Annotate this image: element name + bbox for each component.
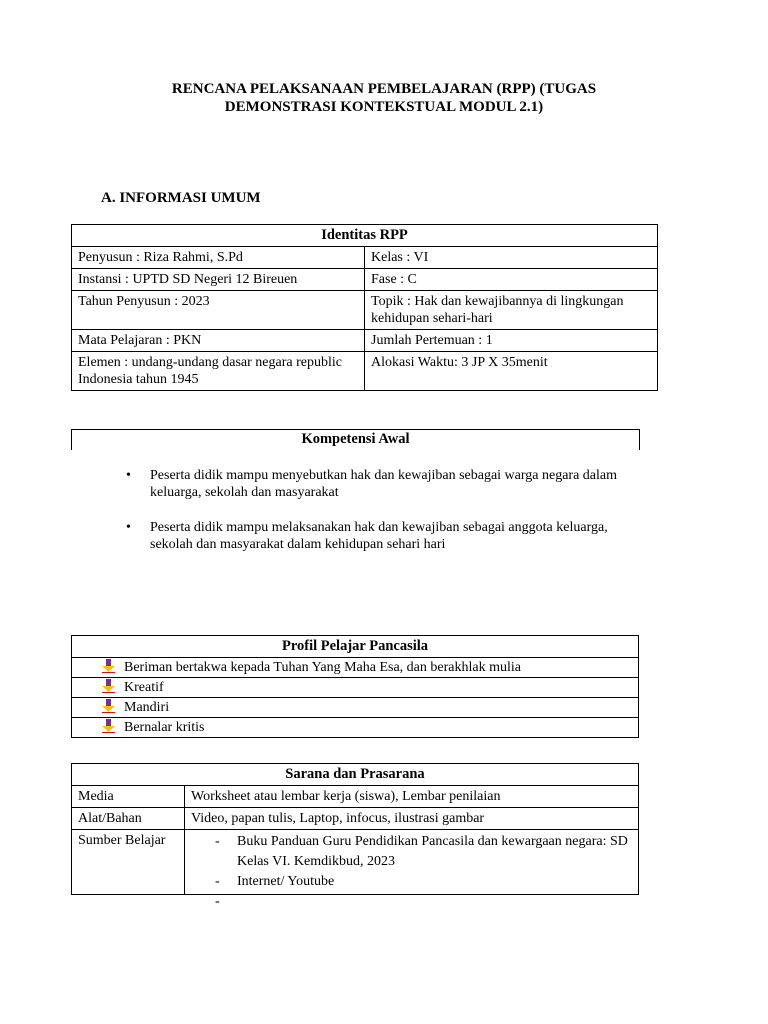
table-row (72, 698, 639, 718)
dash-marker: - (215, 834, 220, 849)
sumber-list (191, 832, 632, 909)
list-item (191, 872, 632, 892)
sumber-label: Sumber Belajar (72, 830, 185, 895)
profil-table (71, 635, 639, 738)
table-row (72, 808, 639, 830)
elemen-cell: Elemen : undang-undang dasar negara republic Indonesia tahun 1945 (72, 352, 365, 391)
arrow-bullet-icon (102, 679, 116, 693)
profil-item-label: Beriman bertakwa kepada Tuhan Yang Maha Esa, dan berakhlak mulia (124, 660, 521, 675)
alat-value: Video, papan tulis, Laptop, infocus, ilustrasi gambar (185, 808, 639, 830)
bullet-icon: • (126, 468, 131, 483)
list-item (191, 832, 632, 872)
profil-item-label: Mandiri (124, 700, 170, 715)
arrow-bullet-icon (102, 659, 116, 673)
kompetensi-item-text: Peserta didik mampu menyebutkan hak dan kewajiban sebagai warga negara dalam keluarga, sekolah dan masyarakat (150, 468, 618, 500)
identitas-header: Identitas RPP (72, 225, 658, 247)
profil-item-label: Kreatif (124, 680, 164, 695)
sumber-item: Internet/ Youtube (237, 874, 335, 889)
arrow-bullet-icon (102, 719, 116, 733)
table-row (72, 678, 639, 698)
tahun-cell: Tahun Penyusun : 2023 (72, 291, 365, 330)
table-row (72, 830, 639, 895)
bullet-icon: • (126, 520, 131, 535)
kompetensi-item-text: Peserta didik mampu melaksanakan hak dan kewajiban sebagai anggota keluarga, sekolah dan masyarakat dalam kehidupan sehari hari (150, 520, 608, 552)
table-row (72, 786, 639, 808)
alokasi-waktu-cell: Alokasi Waktu: 3 JP X 35menit (365, 352, 658, 391)
identitas-table (71, 224, 658, 391)
instansi-cell: Instansi : UPTD SD Negeri 12 Bireuen (72, 269, 365, 291)
document-title (0, 80, 768, 116)
title-line-1: RENCANA PELAKSANAAN PEMBELAJARAN (RPP) (TUGAS (171, 81, 597, 97)
table-row (72, 718, 639, 738)
alat-label: Alat/Bahan (72, 808, 185, 830)
kompetensi-list (126, 467, 636, 571)
kelas-cell: Kelas : VI (365, 247, 658, 269)
kompetensi-header: Kompetensi Awal (71, 429, 640, 450)
dash-marker: - (215, 894, 220, 909)
table-row (72, 352, 658, 391)
table-row (72, 330, 658, 352)
sumber-item: Buku Panduan Guru Pendidikan Pancasila dan kewargaan negara: SD Kelas VI. Kemdikbud, 2023 (237, 834, 628, 869)
jumlah-pertemuan-cell: Jumlah Pertemuan : 1 (365, 330, 658, 352)
table-row (72, 269, 658, 291)
table-row (72, 247, 658, 269)
list-item (126, 519, 636, 553)
mapel-cell: Mata Pelajaran : PKN (72, 330, 365, 352)
table-row (72, 658, 639, 678)
dash-marker: - (215, 874, 220, 889)
profil-item-label: Bernalar kritis (124, 720, 205, 735)
media-value: Worksheet atau lembar kerja (siswa), Lembar penilaian (185, 786, 639, 808)
sarana-table (71, 763, 639, 909)
media-label: Media (72, 786, 185, 808)
section-heading-informasi-umum: A. INFORMASI UMUM (101, 190, 261, 206)
penyusun-cell: Penyusun : Riza Rahmi, S.Pd (72, 247, 365, 269)
list-item (126, 467, 636, 501)
table-row (72, 291, 658, 330)
profil-header: Profil Pelajar Pancasila (72, 636, 639, 658)
sarana-header: Sarana dan Prasarana (72, 764, 639, 786)
arrow-bullet-icon (102, 699, 116, 713)
title-line-2: DEMONSTRASI KONTEKSTUAL MODUL 2.1) (224, 99, 544, 115)
topik-cell: Topik : Hak dan kewajibannya di lingkungan kehidupan sehari-hari (365, 291, 658, 330)
fase-cell: Fase : C (365, 269, 658, 291)
